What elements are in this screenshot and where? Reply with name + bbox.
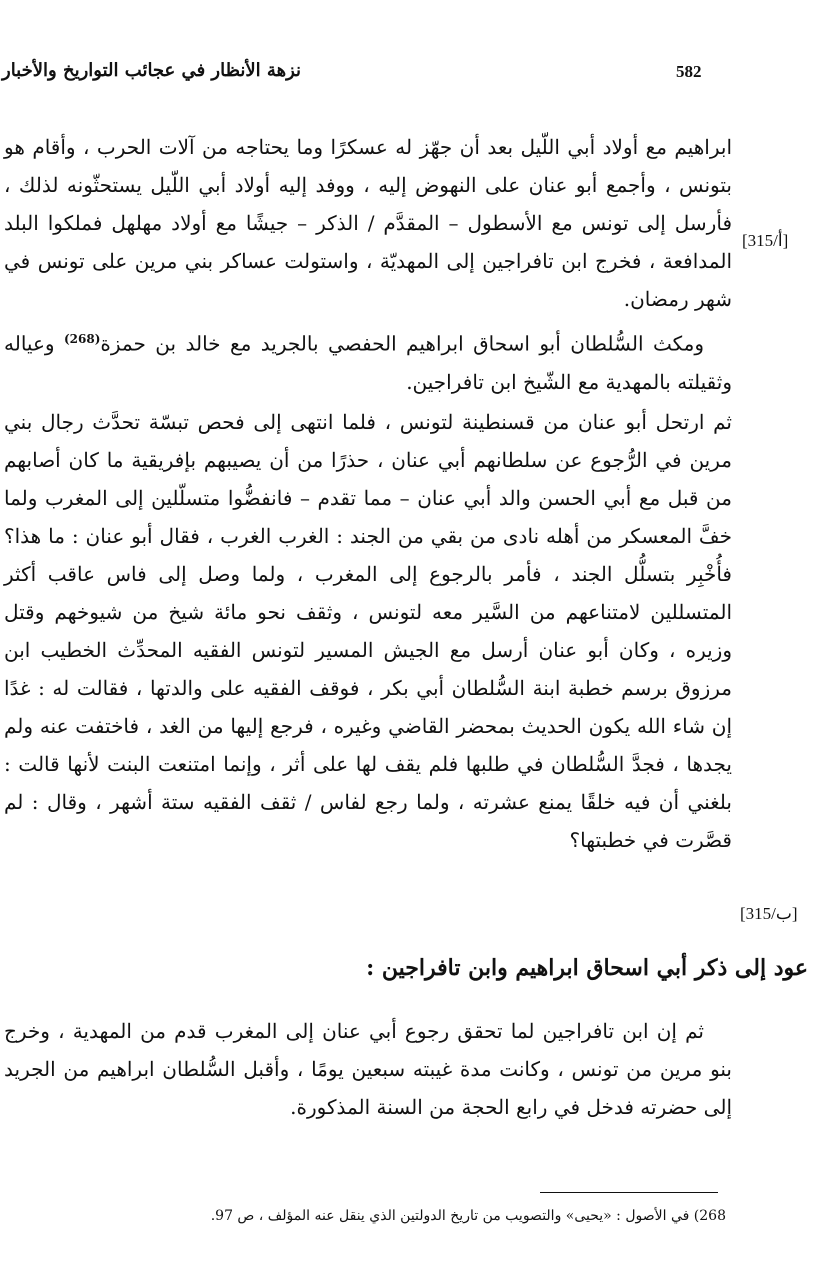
footnote-number: 268) [693, 1208, 726, 1224]
paragraph-2 [4, 320, 732, 401]
paragraph-2-text: ومكث السُّلطان أبو اسحاق ابراهيم الحفصي بالجريد مع خالد بن حمزة [100, 331, 705, 356]
footnote-text: في الأصول : «يحيى» والتصويب من تاريخ الدولتين الذي ينقل عنه المؤلف ، ص 97. [210, 1208, 690, 1224]
margin-note-folio-b: [315/ب] [740, 904, 798, 923]
section-heading: عود إلى ذكر أبي اسحاق ابراهيم وابن تافراجين : [366, 955, 808, 981]
footnote-reference[interactable]: (268) [63, 332, 101, 346]
page-number: 582 [676, 62, 702, 81]
margin-note-folio-a: [315/أ] [742, 231, 789, 250]
section-body [4, 1012, 732, 1126]
running-title: نزهة الأنظار في عجائب التواريخ والأخبار [2, 60, 302, 81]
footnote [211, 1208, 726, 1224]
page-header [0, 60, 836, 92]
footnote-divider [540, 1192, 718, 1193]
paragraph-3: ثم ارتحل أبو عنان من قسنطينة لتونس ، فلما انتهى إلى فحص تبسّة تحدَّث رجال بني مرين في الرُّجوع عن سلطانهم أبي عنان ، حذرًا من أن يصيبهم بإفريقية ما كان أصابهم من قبل مع أبي الحسن والد أبي عنان – مما تقدم – فانفضُّوا متسلّلين إلى المغرب ولما خفَّ المعسكر من أهله نادى من بقي من الجند : الغرب الغرب ، فقال أبو عنان : ما هذا؟ فأُخْبِر بتسلُّل الجند ، فأمر بالرجوع إلى المغرب ، ولما وصل إلى فاس عاقب أكثر المتسللين لامتناعهم من السَّير معه لتونس ، وثقف نحو مائة شيخ من شيوخهم وقتل وزيره ، وكان أبو عنان أرسل مع الجيش المسير لتونس الفقيه المحدِّث الخطيب ابن مرزوق برسم خطبة ابنة السُّلطان أبي بكر ، فوقف الفقيه على والدتها ، فقالت له : غدًا إن شاء الله يكون الحديث بمحضر القاضي وغيره ، فرجع إليها من الغد ، فاختفت عنه ولم يجدها ، فجدَّ السُّلطان في طلبها فلم يقف لها على أثر ، وإنما امتنعت البنت لأنها قالت : بلغني أن فيه خلقًا يمنع عشرته ، ولما رجع لفاس / ثقف الفقيه ستة أشهر ، وقال : لم قصَّرت في خطبتها؟ [4, 409, 732, 852]
main-text [4, 128, 732, 859]
section-paragraph: ثم إن ابن تافراجين لما تحقق رجوع أبي عنان إلى المغرب قدم من المهدية ، وخرج بنو مرين من تونس ، وكانت مدة غيبته سبعين يومًا ، وأقبل السُّلطان ابراهيم من الجريد إلى حضرته فدخل في رابع الحجة من السنة المذكورة. [4, 1019, 732, 1119]
paragraph-2-end: وعياله وثقيلته بالمهدية مع الشّيخ ابن تافراجين. [4, 331, 732, 394]
paragraph-1: ابراهيم مع أولاد أبي اللّيل بعد أن جهّز له عسكرًا وما يحتاجه من آلات الحرب ، وأقام هو بتونس ، وأجمع أبو عنان على النهوض إليه ، ووفد إليه أولاد أبي اللّيل يستحثّونه لذلك ، فأرسل إلى تونس مع الأسطول – المقدَّم / الذكر – جيشًا مع أولاد مهلهل فملكوا البلد المدافعة ، فخرج ابن تافراجين إلى المهديّة ، واستولت عساكر بني مرين على تونس في شهر رمضان. [4, 135, 732, 311]
